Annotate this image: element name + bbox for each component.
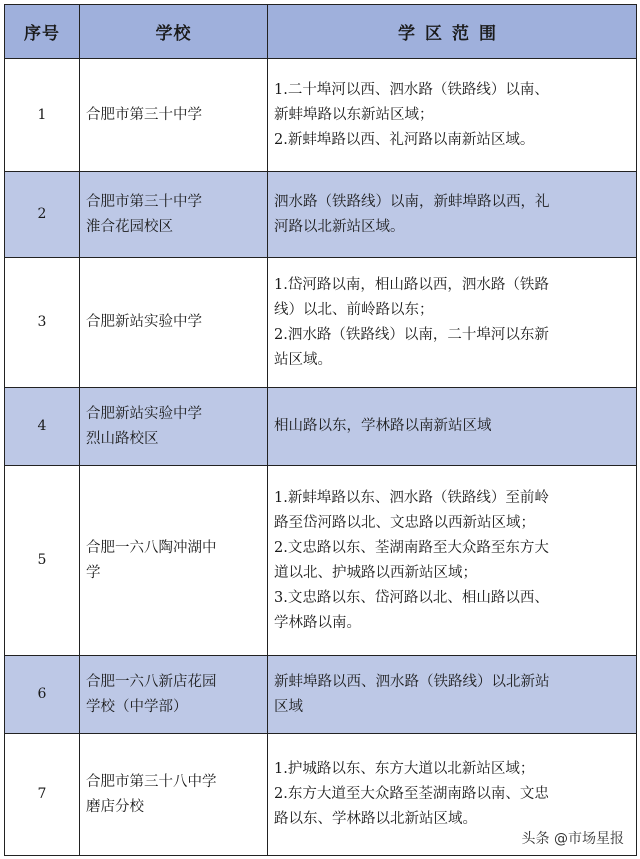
district-range-cell <box>268 466 637 656</box>
district-range-line: 1.护城路以东、东方大道以北新站区域； <box>274 761 535 777</box>
district-range-cell <box>268 59 637 172</box>
school-name-line: 磨店分校 <box>86 798 144 815</box>
district-range-cell <box>268 388 637 466</box>
table-row <box>5 258 637 388</box>
district-range-cell <box>268 258 637 388</box>
district-range-line: 区域 <box>274 698 303 715</box>
school-cell <box>80 734 268 856</box>
table-body <box>5 59 637 856</box>
district-range-line: 3.文忠路以东、岱河路以北、相山路以西、 <box>274 589 549 606</box>
district-range-line: 相山路以东，学林路以南新站区域 <box>274 418 492 434</box>
table-row <box>5 466 637 656</box>
district-range-line: 新蚌埠路以西、泗水路（铁路线）以北新站 <box>274 673 550 690</box>
school-name-line: 学校（中学部） <box>86 698 188 715</box>
district-range-line: 站区域。 <box>274 351 332 368</box>
row-number: 2 <box>5 172 80 258</box>
school-name-line: 合肥市第三十八中学 <box>86 773 217 790</box>
table-row <box>5 172 637 258</box>
district-range-line: 道以北、护城路以西新站区域； <box>274 564 477 581</box>
school-name-line: 合肥新站实验中学 <box>86 405 202 422</box>
district-range-line: 学林路以南。 <box>274 614 361 631</box>
district-range-line: 泗水路（铁路线）以南，新蚌埠路以西，礼 <box>274 193 550 210</box>
school-name-line: 学 <box>86 564 101 581</box>
school-cell <box>80 656 268 734</box>
school-cell <box>80 172 268 258</box>
row-number: 6 <box>5 656 80 734</box>
header-school: 学校 <box>80 5 268 59</box>
school-name-line: 烈山路校区 <box>86 430 159 447</box>
district-range-line: 2.新蚌埠路以西、礼河路以南新站区域。 <box>274 131 535 148</box>
school-cell <box>80 258 268 388</box>
school-name-line: 合肥一六八陶冲湖中 <box>86 539 217 556</box>
school-name-line: 合肥一六八新店花园 <box>86 673 217 690</box>
header-row <box>5 5 637 59</box>
school-name-line: 合肥新站实验中学 <box>86 314 202 330</box>
table-row <box>5 656 637 734</box>
district-range-line: 路以东、学林路以北新站区域。 <box>274 811 477 827</box>
row-number: 5 <box>5 466 80 656</box>
district-range-line: 2.泗水路（铁路线）以南，二十埠河以东新 <box>274 326 549 343</box>
school-name-line: 合肥市第三十中学 <box>86 193 202 210</box>
row-number: 4 <box>5 388 80 466</box>
district-range-line: 线）以北、前岭路以东； <box>274 301 434 318</box>
row-number: 7 <box>5 734 80 856</box>
watermark-label: 头条 @市场星报 <box>518 827 628 849</box>
header-no: 序号 <box>5 5 80 59</box>
school-cell <box>80 59 268 172</box>
school-name-line: 淮合花园校区 <box>86 218 173 235</box>
school-cell <box>80 388 268 466</box>
district-range-line: 1.岱河路以南，相山路以西，泗水路（铁路 <box>274 276 549 293</box>
district-range-line: 新蚌埠路以东新站区域； <box>274 106 434 123</box>
school-cell <box>80 466 268 656</box>
row-number: 3 <box>5 258 80 388</box>
district-range-line: 河路以北新站区域。 <box>274 218 405 235</box>
district-range-cell <box>268 656 637 734</box>
district-range-cell <box>268 172 637 258</box>
table-row <box>5 388 637 466</box>
district-range-line: 路至岱河路以北、文忠路以西新站区域； <box>274 514 535 531</box>
district-range-line: 2.东方大道至大众路至荃湖南路以南、文忠 <box>274 786 549 802</box>
district-range-line: 1.二十埠河以西、泗水路（铁路线）以南、 <box>274 81 549 98</box>
school-district-table <box>4 4 637 856</box>
school-name-line: 合肥市第三十中学 <box>86 106 202 123</box>
header-range: 学区范围 <box>268 5 637 59</box>
table-row <box>5 59 637 172</box>
district-range-line: 2.文忠路以东、荃湖南路至大众路至东方大 <box>274 539 549 556</box>
row-number: 1 <box>5 59 80 172</box>
district-range-line: 1.新蚌埠路以东、泗水路（铁路线）至前岭 <box>274 489 549 506</box>
